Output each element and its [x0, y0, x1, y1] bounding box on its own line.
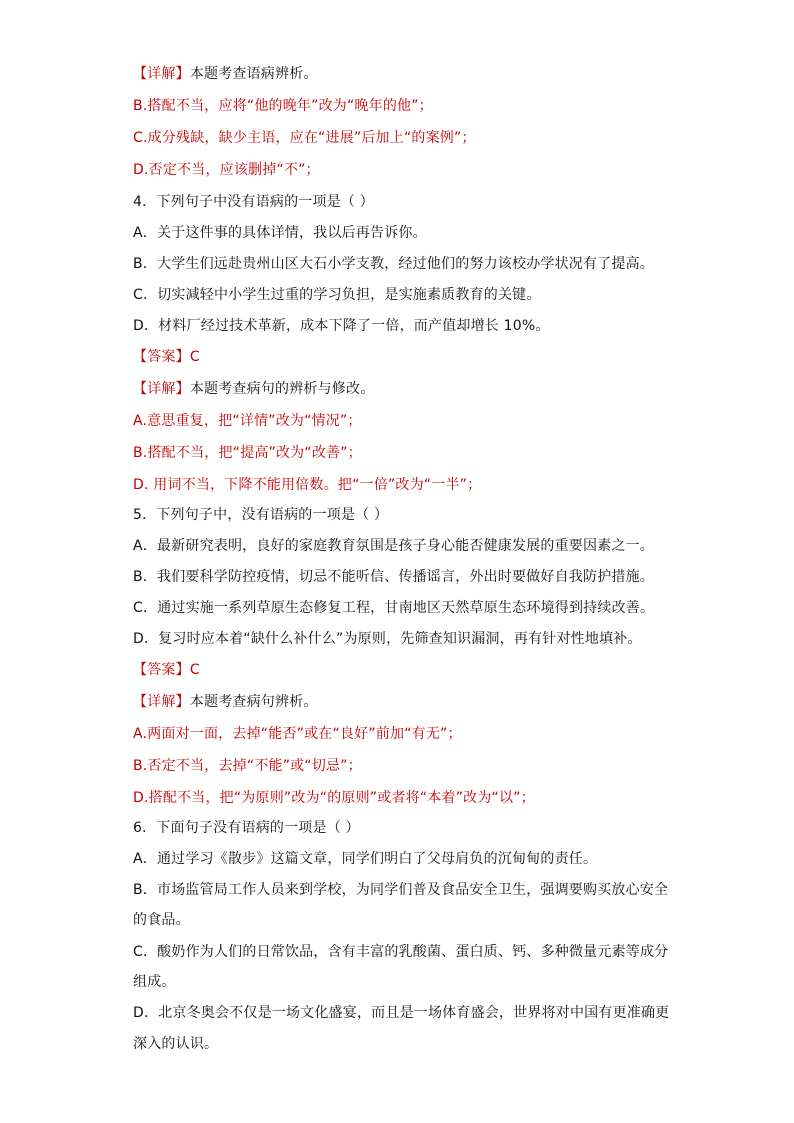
explanation-line	[133, 96, 673, 116]
explanation-text: 用词不当，下降不能用倍数。把“一倍”改为“一半”；	[148, 477, 482, 493]
question-4-option-a: A．关于这件事的具体详情，我以后再告诉你。	[133, 225, 427, 241]
explanation-line	[133, 788, 673, 808]
detail-text: 本题考查病句的辨析与修改。	[189, 381, 375, 397]
explanation-key: D.	[133, 477, 149, 493]
explanation-text: 成分残缺，缺少主语，应在“进展”后加上“的案例”；	[147, 130, 476, 146]
explanation-text: 意思重复，把“详情”改为“情况”；	[147, 413, 362, 429]
question-5: 5．下列句子中，没有语病的一项是（ ）	[133, 507, 389, 523]
answer-label: 【答案】	[133, 662, 190, 678]
explanation-key: B.	[133, 98, 148, 114]
question-6-option-b: B．市场监管局工作人员来到学校，为同学们普及食品安全卫生，强调要购买放心安全	[133, 882, 669, 898]
detail-label: 【详解】	[133, 66, 190, 82]
explanation-key: D.	[133, 790, 149, 806]
question-4-option-d: D．材料厂经过技术革新，成本下降了一倍，而产值却增长 10%。	[133, 318, 550, 334]
explanation-text: 否定不当，应该删掉“不”；	[148, 162, 320, 178]
detail-text: 本题考查病句辨析。	[189, 694, 318, 710]
answer-line	[133, 347, 673, 367]
question-5-option-c: C．通过实施一系列草原生态修复工程，甘南地区天然草原生态环境得到持续改善。	[133, 600, 655, 616]
answer-label: 【答案】	[133, 349, 190, 365]
question-4: 4．下列句子中没有语病的一项是（ ）	[133, 194, 374, 210]
question-5-option-b: B．我们要科学防控疫情，切忌不能听信、传播谣言，外出时要做好自我防护措施。	[133, 569, 655, 585]
explanation-key: A.	[133, 726, 148, 742]
explanation-text: 搭配不当，应将“他的晚年”改为“晚年的他”；	[147, 98, 433, 114]
explanation-text: 否定不当，去掉“不能”或“切忌”；	[147, 758, 362, 774]
answer-value: C	[189, 662, 200, 678]
explanation-key: B.	[133, 445, 148, 461]
explanation-line	[133, 128, 673, 148]
detail-line	[133, 64, 673, 84]
explanation-key: D.	[133, 162, 149, 178]
answer-line	[133, 660, 673, 680]
detail-label: 【详解】	[133, 694, 190, 710]
detail-text: 本题考查语病辨析。	[189, 66, 318, 82]
explanation-text: 两面对一面，去掉“能否”或在“良好”前加“有无”；	[147, 726, 462, 742]
question-6-option-c: C．酸奶作为人们的日常饮品，含有丰富的乳酸菌、蛋白质、钙、多种微量元素等成分	[133, 944, 669, 960]
answer-value: C	[189, 349, 200, 365]
question-6-option-d: D．北京冬奥会不仅是一场文化盛宴，而且是一场体育盛会，世界将对中国有更准确更	[133, 1005, 670, 1021]
question-6-option-b-cont: 的食品。	[133, 912, 190, 928]
explanation-key: C.	[133, 130, 148, 146]
explanation-text: 搭配不当，把“为原则”改为“的原则”或者将“本着”改为“以”；	[148, 790, 535, 806]
explanation-line	[133, 475, 673, 495]
explanation-line	[133, 160, 673, 180]
explanation-text: 搭配不当，把“提高”改为“改善”；	[147, 445, 362, 461]
question-6-option-d-cont: 深入的认识。	[133, 1036, 219, 1052]
explanation-line	[133, 756, 673, 776]
question-6: 6．下面句子没有语病的一项是（ ）	[133, 820, 360, 836]
explanation-key: A.	[133, 413, 148, 429]
question-4-option-c: C．切实减轻中小学生过重的学习负担，是实施素质教育的关键。	[133, 287, 541, 303]
question-5-option-a: A．最新研究表明，良好的家庭教育氛围是孩子身心能否健康发展的重要因素之一。	[133, 538, 654, 554]
explanation-key: B.	[133, 758, 148, 774]
explanation-line	[133, 724, 673, 744]
question-4-option-b: B．大学生们远赴贵州山区大石小学支教，经过他们的努力该校办学状况有了提高。	[133, 256, 655, 272]
detail-label: 【详解】	[133, 381, 190, 397]
question-6-option-a: A．通过学习《散步》这篇文章，同学们明白了父母肩负的沉甸甸的责任。	[133, 851, 598, 867]
detail-line	[133, 379, 673, 399]
question-5-option-d: D．复习时应本着“缺什么补什么”为原则，先筛查知识漏洞，再有针对性地填补。	[133, 631, 642, 647]
explanation-line	[133, 443, 673, 463]
detail-line	[133, 692, 673, 712]
explanation-line	[133, 411, 673, 431]
question-6-option-c-cont: 组成。	[133, 974, 176, 990]
